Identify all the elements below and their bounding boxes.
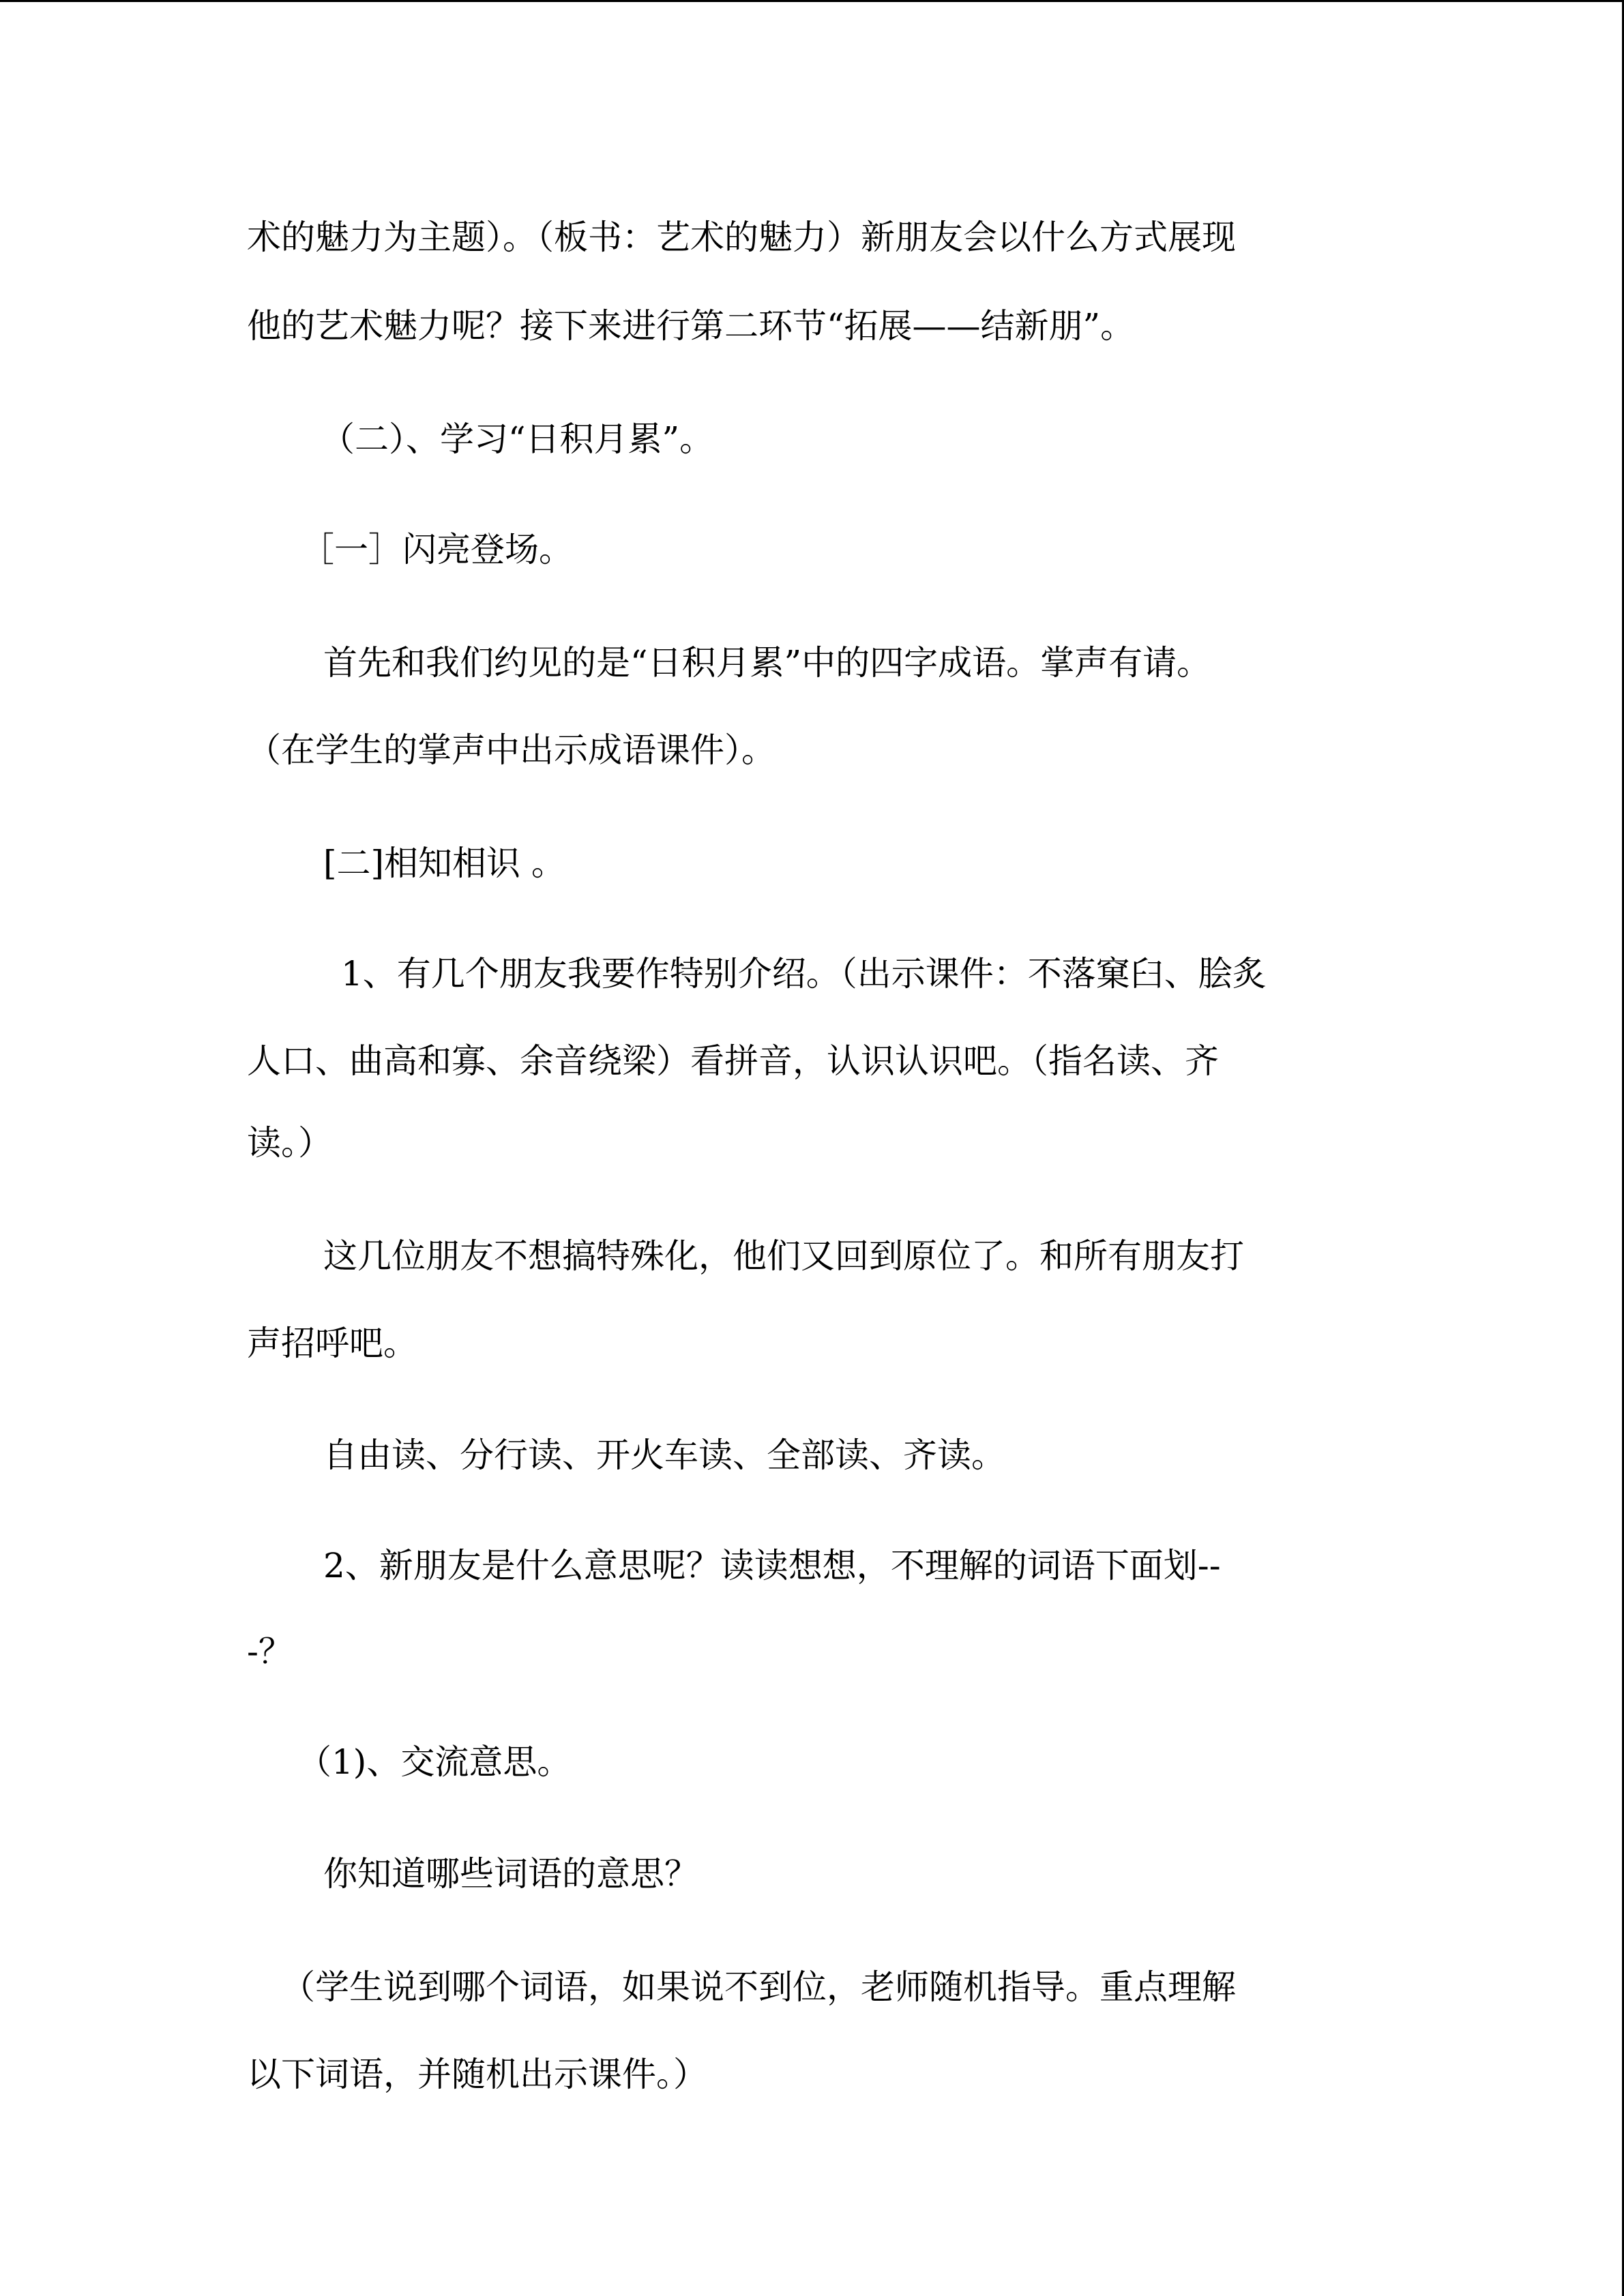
text-line: （在学生的掌声中出示成语课件）。 [247,730,776,770]
text-line: 首先和我们约见的是“日积月累”中的四字成语。掌声有请。 [323,643,1211,683]
text-line: （二）、学习“日积月累”。 [321,419,714,459]
text-line: 以下词语，并随机出示课件。） [247,2055,707,2094]
text-line: 1、有几个朋友我要作特别介绍。（出示课件：不落窠臼、脍炙 [341,954,1267,994]
page-border-top [0,0,1624,2]
text-line: -？ [247,1632,293,1671]
text-line: ［一］闪亮登场。 [300,530,573,569]
text-line: 人口、曲高和寡、余音绕梁）看拼音，认识认识吧。（指名读、齐 [247,1041,1219,1081]
text-line: 2、新朋友是什么意思呢？读读想想，不理解的词语下面划-- [323,1546,1221,1585]
text-line: 术的魅力为主题）。（板书：艺术的魅力）新朋友会以什么方式展现 [247,218,1236,257]
text-line: 自由读、分行读、开火车读、全部读、齐读。 [323,1435,1005,1475]
text-line: （学生说到哪个词语，如果说不到位，老师随机指导。重点理解 [281,1967,1236,2007]
text-line: 你知道哪些词语的意思？ [323,1854,698,1894]
text-line: [二]相知相识 。 [323,844,565,883]
text-line: 声招呼吧。 [247,1324,417,1363]
text-line: 这几位朋友不想搞特殊化，他们又回到原位了。和所有朋友打 [323,1236,1244,1276]
text-line: （1)、交流意思。 [297,1742,572,1782]
text-line: 读。） [247,1123,332,1163]
text-line: 他的艺术魅力呢？接下来进行第二环节“拓展——结新朋”。 [247,306,1135,346]
